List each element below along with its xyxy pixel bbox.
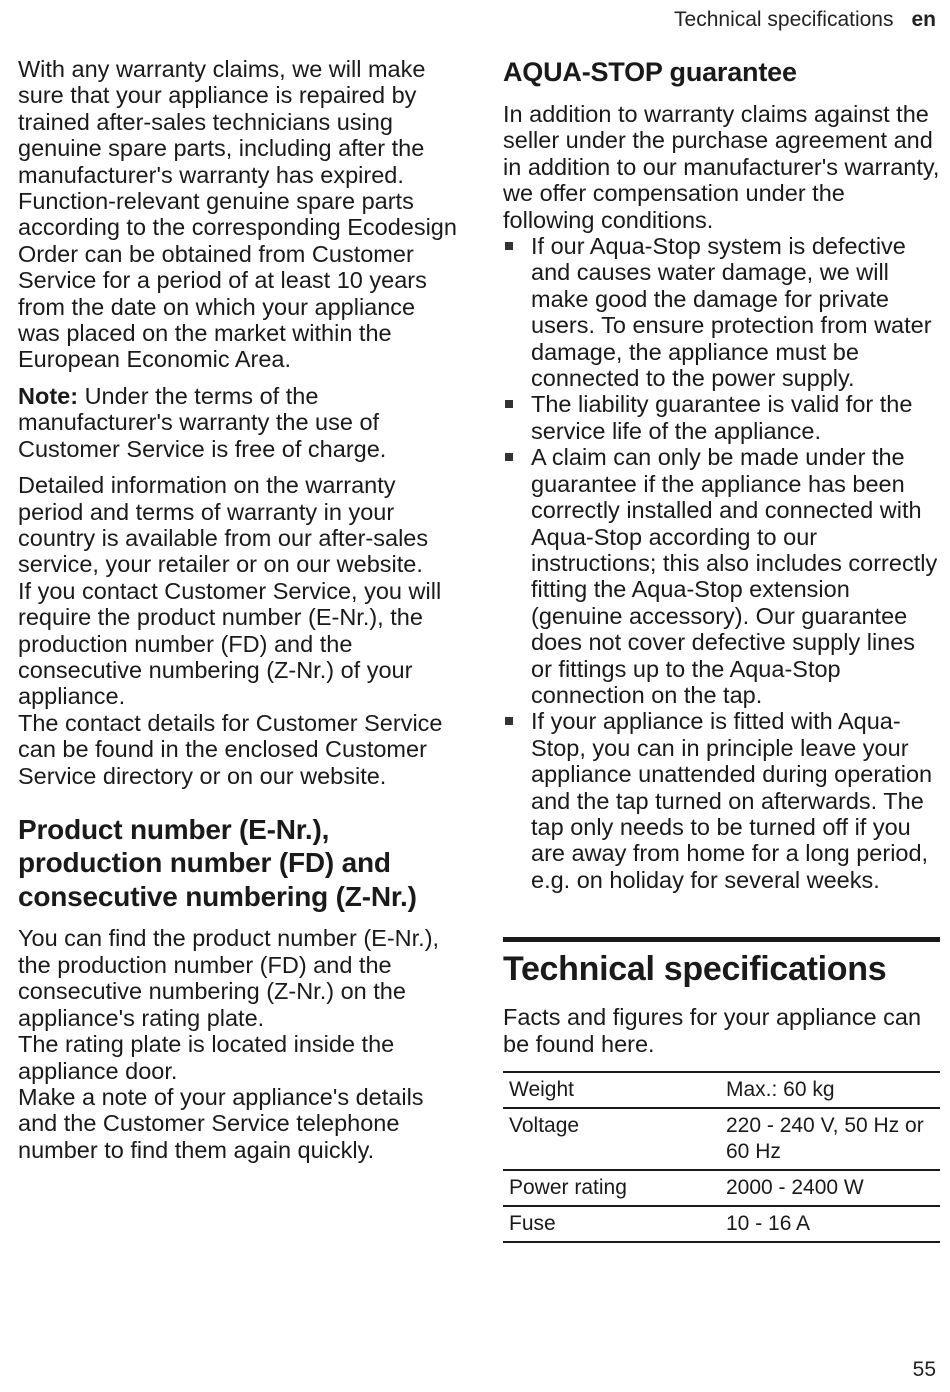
spare-parts-paragraph: Function-relevant genuine spare parts according to the corresponding Ecodesign Order can be obtained from Customer Service for a period of at least 10 years from the date on which your appliance was placed on the market within the European Economic Area.: [18, 188, 457, 373]
warranty-info-paragraph: Detailed information on the warranty period and terms of warranty in your country is available from our after-sales service, your retailer or on our website.: [18, 472, 429, 578]
page-number: 55: [912, 1358, 936, 1381]
spec-value: Max.: 60 kg: [720, 1072, 940, 1108]
table-row: [503, 1072, 940, 1108]
list-item: If our Aqua-Stop system is defective and causes water damage, we will make good the damage for private users. To ensure protection from water damage, the appliance must be connected to the power supply.: [503, 233, 940, 391]
specifications-table: [503, 1071, 940, 1243]
note-label: Note:: [18, 382, 79, 409]
contact-requirements-paragraph: If you contact Customer Service, you will require the product number (E-Nr.), the production number (FD) and the consecutive numbering (Z-Nr.) of your appliance.: [18, 577, 442, 710]
spec-value: 2000 - 2400 W: [720, 1170, 940, 1206]
technical-specifications-section: [503, 937, 940, 1243]
spec-value: 10 - 16 A: [720, 1206, 940, 1242]
list-item: A claim can only be made under the guarantee if the appliance has been correctly installed and connected with Aqua-Stop according to our instructions; this also includes correctly fitting the Aqua-Stop extension (genuine accessory). Our guarantee does not cover defective supply lines or fittings up to the Aqua-Stop connection on the tap.: [503, 444, 940, 708]
table-row: [503, 1108, 940, 1170]
spec-label: Power rating: [503, 1170, 720, 1206]
right-column: [503, 56, 940, 1243]
rating-plate-location-paragraph: The rating plate is located inside the appliance door.: [18, 1031, 395, 1084]
spec-value: 220 - 240 V, 50 Hz or 60 Hz: [720, 1108, 940, 1170]
make-note-paragraph: Make a note of your appliance's details and the Customer Service telephone number to find them again quickly.: [18, 1083, 424, 1163]
aqua-stop-heading: AQUA-STOP guarantee: [503, 57, 797, 87]
language-tag: en: [911, 8, 936, 31]
list-item: The liability guarantee is valid for the service life of the appliance.: [503, 391, 940, 444]
aqua-stop-conditions-list: [503, 233, 940, 893]
running-header: [674, 8, 936, 32]
spec-label: Weight: [503, 1072, 720, 1108]
technical-specifications-heading: Technical specifications: [503, 950, 887, 989]
running-header-section: Technical specifications: [674, 8, 894, 31]
note-paragraph: [18, 383, 458, 462]
aqua-stop-intro: In addition to warranty claims against the seller under the purchase agreement and in addition to our manufacturer's warranty, we offer compensation under the following conditions.: [503, 101, 940, 233]
warranty-repair-paragraph: With any warranty claims, we will make sure that your appliance is repaired by trained after-sales technicians using genuine spare parts, including after the manufacturer's warranty has expired.: [18, 56, 426, 188]
contact-details-paragraph: The contact details for Customer Service can be found in the enclosed Customer Service directory or on our website.: [18, 709, 443, 789]
list-item: If your appliance is fitted with Aqua-Stop, you can in principle leave your appliance unattended during operation and the tap turned on afterwards. The tap only needs to be turned off if you are away from home for a long period, e.g. on holiday for several weeks.: [503, 708, 940, 893]
technical-specifications-intro: Facts and figures for your appliance can be found here.: [503, 1004, 922, 1057]
spec-label: Voltage: [503, 1108, 720, 1170]
table-row: [503, 1170, 940, 1206]
table-row: [503, 1206, 940, 1242]
left-column: [18, 56, 458, 1163]
rating-plate-paragraph: You can find the product number (E-Nr.), the production number (FD) and the consecutive numbering (Z-Nr.) on the appliance's rating plate.: [18, 925, 440, 1031]
spec-label: Fuse: [503, 1206, 720, 1242]
note-text: Under the terms of the manufacturer's warranty the use of Customer Service is free of charge.: [18, 382, 387, 462]
product-number-heading: Product number (E-Nr.), production number (FD) and consecutive numbering (Z-Nr.): [18, 813, 417, 912]
